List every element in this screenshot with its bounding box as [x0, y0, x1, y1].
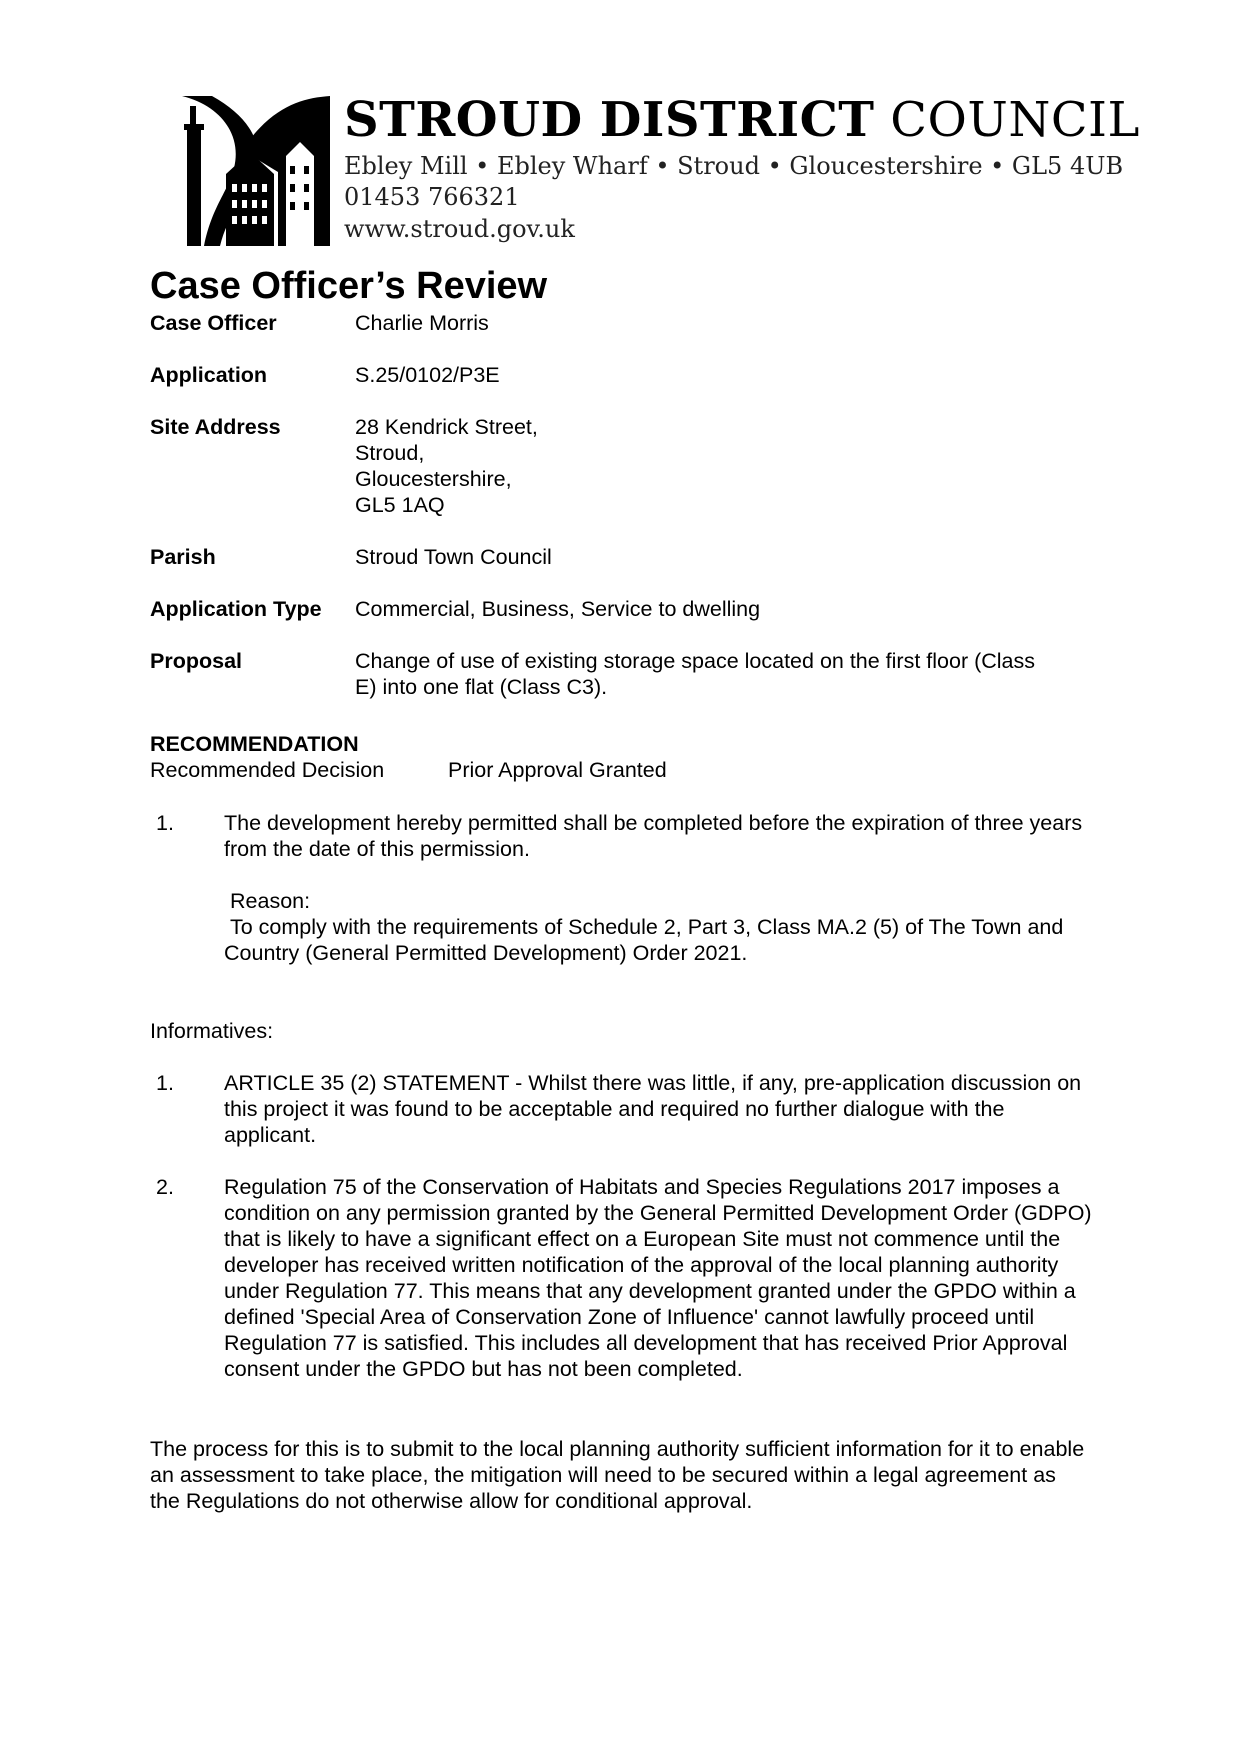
field-row-case-officer [150, 310, 1100, 336]
field-value-line: E) into one flat (Class C3). [355, 675, 608, 699]
conditions-list [150, 810, 1100, 966]
field-value [355, 414, 1100, 518]
informative-item [150, 1174, 1100, 1382]
field-label: Parish [150, 545, 216, 569]
field-label: Site Address [150, 415, 281, 439]
council-address: Ebley Mill • Ebley Wharf • Stroud • Gloucestershire • GL5 4UB [344, 152, 1124, 180]
condition-number: 1. [156, 811, 174, 835]
field-value-line: Stroud, [355, 441, 425, 465]
recommended-decision-label: Recommended Decision [150, 758, 385, 782]
informative-item [150, 1070, 1100, 1148]
reason-text: To comply with the requirements of Schedule 2, Part 3, Class MA.2 (5) of The Town and Country (General Permitted Development) Order 2021. [224, 915, 1064, 965]
field-label: Case Officer [150, 311, 277, 335]
field-row-application-type [150, 596, 1100, 622]
letterhead [182, 92, 1140, 256]
informative-number: 2. [156, 1175, 174, 1199]
council-logo-icon [182, 96, 330, 246]
informative-text: Regulation 75 of the Conservation of Habitats and Species Regulations 2017 imposes a condition on any permission granted by the General Permitted Development Order (GDPO) that is likely to have a significant effect on a European Site must not commence until the developer has received written notification of the approval of the local planning authority under Regulation 77. This means that any development granted under the GPDO within a defined 'Special Area of Conservation Zone of Influence' cannot lawfully proceed until Regulation 77 is satisfied. This includes all development that has received Prior Approval consent under the GPDO but has not been completed. [224, 1175, 1092, 1381]
informative-text: ARTICLE 35 (2) STATEMENT - Whilst there was little, if any, pre-application discussion on this project it was found to be acceptable and required no further dialogue with the applicant. [224, 1071, 1082, 1147]
field-label: Application [150, 363, 268, 387]
field-value [355, 544, 1100, 570]
recommended-decision-value: Prior Approval Granted [448, 758, 667, 782]
field-value-line: Gloucestershire, [355, 467, 512, 491]
field-value [355, 596, 1100, 622]
condition-reason [224, 888, 1100, 966]
closing-paragraph: The process for this is to submit to the local planning authority sufficient information for it to enable an assessment to take place, the mitigation will need to be secured within a legal agreement as the Regulations do not otherwise allow for conditional approval. [150, 1437, 1085, 1513]
field-value-line: Commercial, Business, Service to dwelling [355, 597, 761, 621]
page-title: Case Officer’s Review [150, 265, 548, 307]
field-value-line: Stroud Town Council [355, 545, 552, 569]
field-value-line: Charlie Morris [355, 311, 489, 335]
field-value-line: GL5 1AQ [355, 493, 445, 517]
field-value [355, 310, 1100, 336]
field-value [355, 362, 1100, 388]
field-row-proposal [150, 648, 1100, 700]
field-value [355, 648, 1100, 700]
recommended-decision-row [150, 757, 1100, 783]
council-website: www.stroud.gov.uk [344, 215, 575, 243]
field-label: Proposal [150, 649, 242, 673]
council-name-light: COUNCIL [890, 92, 1140, 148]
field-value-line: 28 Kendrick Street, [355, 415, 538, 439]
application-fields [150, 310, 1100, 726]
field-value-line: Change of use of existing storage space located on the first floor (Class [355, 649, 1036, 673]
field-row-parish [150, 544, 1100, 570]
council-phone: 01453 766321 [344, 183, 520, 211]
informatives-heading: Informatives: [150, 1019, 274, 1043]
condition-item [150, 810, 1100, 966]
informative-number: 1. [156, 1071, 174, 1095]
recommendation-section [150, 731, 1100, 783]
field-value-line: S.25/0102/P3E [355, 363, 500, 387]
recommendation-heading: RECOMMENDATION [150, 732, 359, 756]
field-row-site-address [150, 414, 1100, 518]
informatives-list [150, 1070, 1100, 1408]
council-name-bold: STROUD DISTRICT [344, 92, 875, 148]
condition-text: The development hereby permitted shall be completed before the expiration of three years from the date of this permission. [224, 811, 1083, 861]
field-row-application [150, 362, 1100, 388]
council-name [344, 92, 1140, 148]
field-label: Application Type [150, 597, 322, 621]
condition-body [224, 810, 1100, 966]
reason-label: Reason: [230, 889, 311, 913]
